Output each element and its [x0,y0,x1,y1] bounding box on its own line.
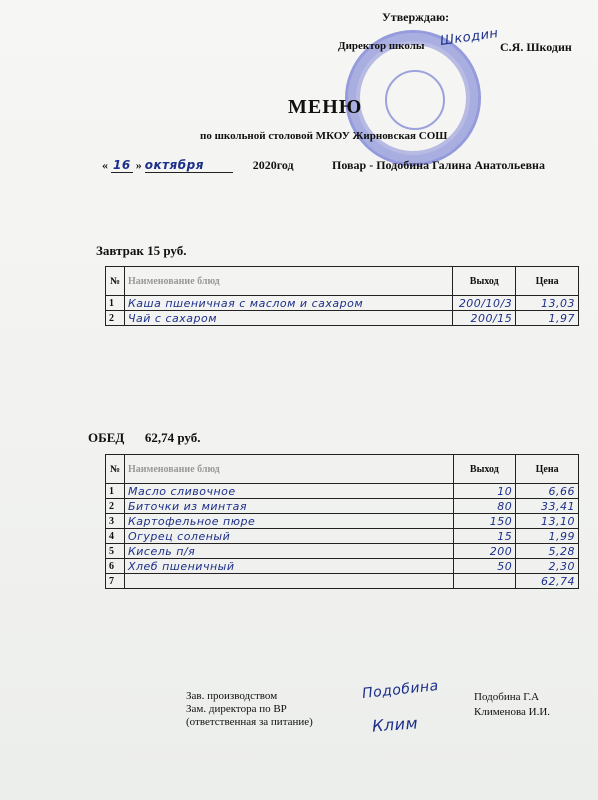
table-row [106,311,579,326]
name-deputy: Клименова И.И. [474,706,551,718]
breakfast-table [105,266,579,326]
date-year: 2020год [252,158,294,172]
row-name: Картофельное пюре [124,514,453,529]
row-price: 33,41 [516,499,579,514]
row-price: 6,66 [516,484,579,499]
signature-names [474,690,550,720]
header-out: Выход [453,267,516,296]
signature-1: Подобина [361,678,440,702]
row-num: 4 [106,529,125,544]
header-num: № [106,455,125,484]
director-signature: Шкодин [439,25,500,50]
lunch-table [105,454,579,589]
row-price: 62,74 [516,574,579,589]
stamp-emblem [385,70,445,130]
lunch-heading-label: ОБЕД [88,430,125,445]
signature-2: Клим [371,713,419,736]
row-name: Масло сливочное [124,484,453,499]
row-price: 1,97 [516,311,579,326]
lunch-heading-price: 62,74 руб. [144,430,201,445]
table-row [106,484,579,499]
table-row [106,514,579,529]
row-out: 15 [453,529,516,544]
approve-label: Утверждаю: [382,10,450,24]
row-name: Чай с сахаром [124,311,452,326]
row-name [124,574,453,589]
row-name: Кисель п/я [124,544,453,559]
role-production: Зав. производством [186,690,278,702]
row-out [453,574,516,589]
row-num: 1 [106,296,125,311]
row-num: 3 [106,514,125,529]
row-out: 10 [453,484,516,499]
header-out: Выход [453,455,516,484]
header-price: Цена [516,455,579,484]
row-out: 150 [453,514,516,529]
table-row [106,559,579,574]
table-row [106,499,579,514]
table-row [106,544,579,559]
signature-roles [186,690,313,729]
row-num: 2 [106,311,125,326]
header-name: Наименование блюд [124,267,452,296]
row-name: Биточки из минтая [124,499,453,514]
page-title: МЕНЮ [288,96,363,118]
header-name: Наименование блюд [124,455,453,484]
role-responsible: (ответственная за питание) [186,716,313,728]
row-price: 1,99 [516,529,579,544]
row-out: 50 [453,559,516,574]
director-name: С.Я. Шкодин [500,40,572,54]
row-num: 2 [106,499,125,514]
cook-name: Подобина Галина Анатольевна [376,158,545,172]
row-num: 6 [106,559,125,574]
table-row [106,529,579,544]
row-num: 7 [106,574,125,589]
cook-line [332,158,545,173]
table-row [106,296,579,311]
row-name: Огурец соленый [124,529,453,544]
page-subtitle: по школьной столовой МКОУ Жирновская СОШ [200,130,448,142]
row-out: 80 [453,499,516,514]
row-out: 200/15 [453,311,516,326]
row-price: 13,03 [516,296,579,311]
row-price: 5,28 [516,544,579,559]
table-row [106,574,579,589]
row-out: 200/10/3 [453,296,516,311]
row-num: 1 [106,484,125,499]
breakfast-heading: Завтрак 15 руб. [96,243,187,258]
name-production: Подобина Г.А [474,691,540,703]
role-deputy: Зам. директора по ВР [186,703,287,715]
date-line: « 16 » октября 2020год [102,158,294,172]
row-out: 200 [453,544,516,559]
table-header-row [106,455,579,484]
lunch-heading [88,430,200,446]
row-name: Каша пшеничная с маслом и сахаром [124,296,452,311]
cook-label: Повар - [332,158,374,172]
row-price: 2,30 [516,559,579,574]
date-day: 16 [113,158,131,172]
header-price: Цена [516,267,579,296]
row-name: Хлеб пшеничный [124,559,453,574]
table-header-row [106,267,579,296]
row-price: 13,10 [516,514,579,529]
director-label: Директор школы [338,40,425,52]
header-num: № [106,267,125,296]
date-month: октября [145,158,233,173]
row-num: 5 [106,544,125,559]
